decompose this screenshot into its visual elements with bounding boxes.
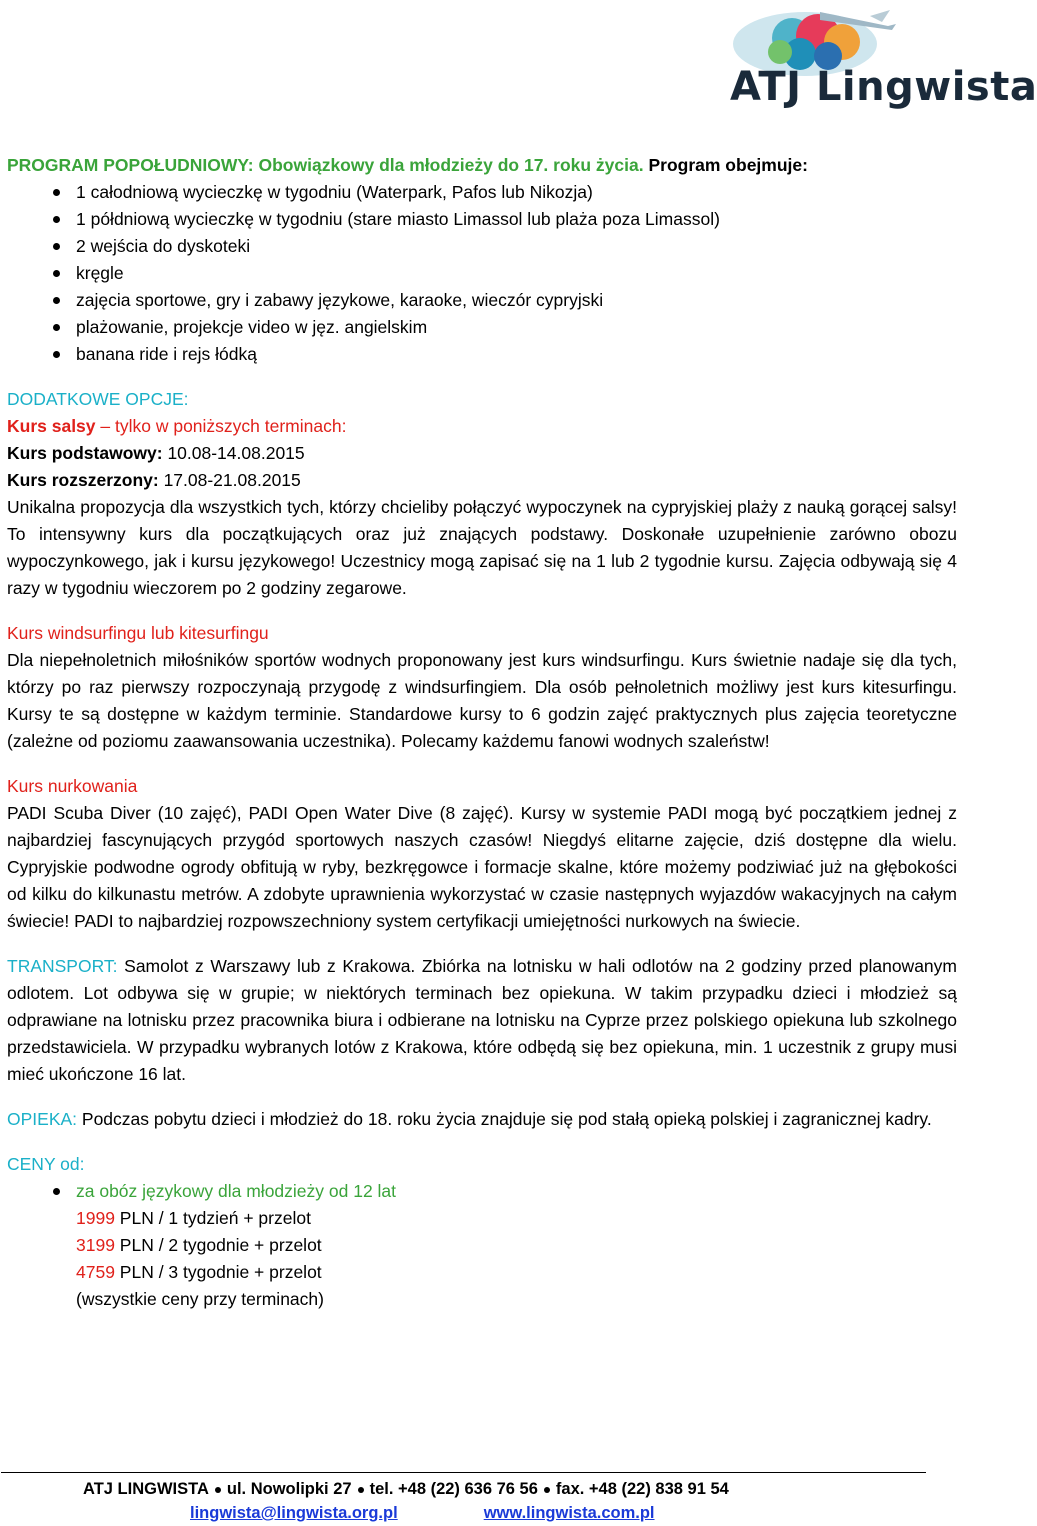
- prices-bullet: za obóz językowy dla młodzieży od 12 lat: [7, 1178, 957, 1205]
- document-body: [7, 152, 957, 1313]
- price-note: (wszystkie ceny przy terminach): [76, 1289, 324, 1309]
- bullet-icon: [215, 1487, 221, 1493]
- program-includes: Program obejmuje:: [648, 155, 808, 175]
- price-rows: [7, 1205, 957, 1313]
- logo-wordmark: ATJ Lingwista: [730, 64, 1037, 110]
- windsurf-description: Dla niepełnoletnich miłośników sportów wodnych proponowany jest kurs windsurfingu. Kurs świetnie nadaje się dla tych, którzy po raz pierwszy rozpoczynają przygodę z windsurfingiem. Dla osób pełnoletnich możliwy jest kurs kitesurfingu. Kursy te są dostępne w każdym terminie. Standardowe kursy to 6 godzin zajęć praktycznych plus zajęcia teoretyczne (zależne od poziomu zaawansowania uczestnika). Polecamy każdemu fanowi wodnych szaleństw!: [7, 650, 957, 751]
- list-item: banana ride i rejs łódką: [7, 341, 957, 368]
- diving-description: PADI Scuba Diver (10 zajęć), PADI Open Water Dive (8 zajęć). Kursy w systemie PADI mogą być początkiem jednej z najbardziej fascynujących przygód sportowych naszych czasów! Niegdyś elitarne zajęcie, dziś dostępne dla wielu. Cypryjskie podwodne ogrody obfitują w ryby, bezkręgowce i formacje skalne, które możemy podziwiać już na głębokości od kilku do kilkunastu metrów. A zdobyte uprawnienia wykorzystać w czasie następnych wyjazdów wakacyjnych na całym świecie! PADI to najbardziej rozpowszechniony system certyfikacji umiejętności nurkowych na świecie.: [7, 803, 957, 931]
- care-text: Podczas pobytu dzieci i młodzież do 18. roku życia znajduje się pod stałą opieką polskiej i zagranicznej kadry.: [77, 1109, 932, 1129]
- transport-section: [7, 953, 957, 1088]
- price-row: [76, 1232, 957, 1259]
- price-currency: PLN: [114, 1262, 154, 1282]
- prices-list: [7, 1178, 957, 1205]
- footer-address: ul. Nowolipki 27: [226, 1480, 352, 1498]
- price-amount: 3199: [76, 1235, 115, 1255]
- program-mandatory: Obowiązkowy dla młodzieży do 17. roku życia.: [258, 155, 644, 175]
- list-item: 2 wejścia do dyskoteki: [7, 233, 957, 260]
- price-desc: / 3 tygodnie + przelot: [153, 1262, 322, 1282]
- footer-fax: fax. +48 (22) 838 91 54: [555, 1480, 729, 1498]
- price-desc: / 1 tydzień + przelot: [153, 1208, 311, 1228]
- bullet-icon: [358, 1487, 364, 1493]
- bullet-icon: [544, 1487, 550, 1493]
- footer-company: ATJ LINGWISTA: [83, 1480, 209, 1498]
- price-row: [76, 1259, 957, 1286]
- footer-phone: tel. +48 (22) 636 76 56: [369, 1480, 538, 1498]
- list-item: 1 całodniową wycieczkę w tygodniu (Waterpark, Pafos lub Nikozja): [7, 179, 957, 206]
- diving-title: Kurs nurkowania: [7, 776, 138, 796]
- extended-label: Kurs rozszerzony:: [7, 470, 159, 490]
- salsa-basic: [7, 440, 957, 467]
- price-desc: / 2 tygodnie + przelot: [153, 1235, 322, 1255]
- price-amount: 1999: [76, 1208, 115, 1228]
- program-label: PROGRAM POPOŁUDNIOWY:: [7, 155, 254, 175]
- transport-label: TRANSPORT:: [7, 956, 118, 976]
- list-item: plażowanie, projekcje video w jęz. angielskim: [7, 314, 957, 341]
- transport-text: Samolot z Warszawy lub z Krakowa. Zbiórka na lotnisku w hali odlotów na 2 godziny przed planowanym odlotem. Lot odbywa się w grupie; w niektórych terminach bez opiekuna. W takim przypadku dzieci i młodzież są odprawiane na lotnisku przez pracownika biura i odbierane na lotnisku na Cyprze przez polskiego opiekuna lub szkolnego przedstawiciela. W przypadku wybranych lotów z Krakowa, które odbędą się bez opiekuna, min. 1 uczestnik z grupy musi mieć ukończone 16 lat.: [7, 956, 957, 1084]
- salsa-extended: [7, 467, 957, 494]
- price-amount: 4759: [76, 1262, 115, 1282]
- list-item: zajęcia sportowe, gry i zabawy językowe, karaoke, wieczór cypryjski: [7, 287, 957, 314]
- extended-dates: 17.08-21.08.2015: [158, 470, 301, 490]
- salsa-title: Kurs salsy: [7, 416, 96, 436]
- basic-dates: 10.08-14.08.2015: [162, 443, 305, 463]
- footer-contact-line: [83, 1480, 729, 1499]
- salsa-heading: [7, 413, 957, 440]
- care-label: OPIEKA:: [7, 1109, 78, 1129]
- list-item: kręgle: [7, 260, 957, 287]
- salsa-description: Unikalna propozycja dla wszystkich tych, którzy chcieliby połączyć wypoczynek na cypryjskiej plaży z nauką gorącej salsy! To intensywny kurs dla początkujących oraz już znających podstawy. Doskonałe uzupełnienie zarówno obozu wypoczynkowego, jak i kursu językowego! Uczestnicy mogą zapisać się na 1 lub 2 tygodnie kursu. Zajęcia odbywają się 4 razy w tygodniu wieczorem po 2 godziny zegarowe.: [7, 497, 957, 598]
- program-heading: [7, 152, 957, 179]
- basic-label: Kurs podstawowy:: [7, 443, 163, 463]
- care-section: [7, 1106, 957, 1133]
- list-item: 1 półdniową wycieczkę w tygodniu (stare miasto Limassol lub plaża poza Limassol): [7, 206, 957, 233]
- salsa-dates-label: – tylko w poniższych terminach:: [95, 416, 347, 436]
- prices-heading: CENY od:: [7, 1154, 85, 1174]
- footer-links-line: [190, 1504, 655, 1523]
- footer-email-link[interactable]: lingwista@lingwista.org.pl: [190, 1504, 398, 1522]
- program-list: [7, 179, 957, 368]
- footer-divider: [1, 1472, 926, 1473]
- price-currency: PLN: [114, 1208, 154, 1228]
- company-logo: [720, 6, 1037, 114]
- options-heading: DODATKOWE OPCJE:: [7, 389, 189, 409]
- price-row: [76, 1205, 957, 1232]
- price-currency: PLN: [114, 1235, 154, 1255]
- footer-website-link[interactable]: www.lingwista.com.pl: [483, 1504, 655, 1522]
- windsurf-title: Kurs windsurfingu lub kitesurfingu: [7, 623, 269, 643]
